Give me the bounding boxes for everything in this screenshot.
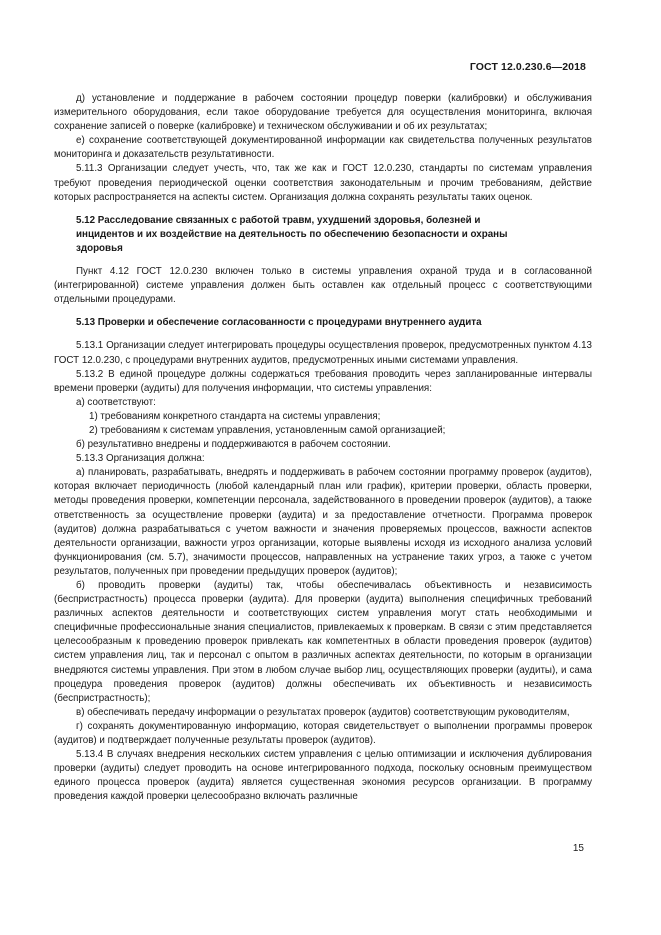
sublist-item-2: 2) требованиям к системам управления, установленным самой организацией;	[89, 424, 446, 436]
paragraph-5-13-2: 5.13.2 В единой процедуре должны содержаться требования проводить через запланированные интервалы времени проверки (аудиты) для получения информации, что системы управления:	[54, 368, 592, 394]
document-body	[54, 92, 592, 805]
list-item-a-long: а) планировать, разрабатывать, внедрять и поддерживать в рабочем состоянии программу проверок (аудитов), которая включает периодичность (любой календарный план или график), критерии проверки, область проверки, методы проведения проверки, компетенции персонала, задействованного в проведении проверок (аудитов), а также ответственность за осуществление проверки (аудита) и за предоставление отчетности. Программа проверок (аудитов) должна разрабатываться с учетом важности и значения проверяемых процессов, важности аспектов деятельности организации, важности угроз организации, которые выявлены исходя из исходного анализа условий функционирования (см. 5.7), значимости процессов, направленных на устранение таких угроз, а также с учетом результатов, полученных при проведении предыдущих проверок (аудитов);	[54, 467, 592, 577]
section-heading-5-13: 5.13 Проверки и обеспечение согласованности с процедурами внутреннего аудита	[76, 317, 482, 329]
sublist-item-1: 1) требованиям конкретного стандарта на системы управления;	[89, 410, 381, 422]
list-item-g: г) сохранять документированную информацию, которая свидетельствует о выполнении программы проверок (аудитов) и подтверждает полученные результаты проверок (аудитов).	[54, 720, 592, 747]
paragraph-5-13-3: 5.13.3 Организация должна:	[76, 453, 205, 465]
list-item-a: а) соответствуют:	[76, 396, 156, 408]
paragraph-item-e: е) сохранение соответствующей документированной информации как свидетельства полученных результатов мониторинга и доказательств результативности.	[54, 135, 592, 161]
paragraph-5-12-body: Пункт 4.12 ГОСТ 12.0.230 включен только в системы управления охраной труда и в согласованной (интегрированной) системе управления должен быть оставлен как отдельный процесс с соответствующими отдельными процедурами.	[54, 266, 592, 306]
page-number: 15	[572, 843, 584, 854]
list-item-b: б) результативно внедрены и поддерживаются в рабочем состоянии.	[76, 439, 391, 451]
paragraph-5-13-1: 5.13.1 Организации следует интегрировать процедуры осуществления проверок, предусмотренных пунктом 4.13 ГОСТ 12.0.230, с процедурами внутренних аудитов, предусмотренных иными системами управления.	[54, 340, 592, 366]
section-heading-5-12: 5.12 Расследование связанных с работой травм, ухудшений здоровья, болезней и инцидентов и их воздействие на деятельность по обеспечению безопасности и охраны здоровья	[76, 214, 508, 254]
paragraph-5-11-3: 5.11.3 Организации следует учесть, что, так же как и ГОСТ 12.0.230, стандарты по системам управления требуют проведения периодической оценки соответствия законодательным и прочим требованиям, действие которых распространяется на аспекты систем. Организация должна сохранять результаты таких оценок.	[54, 163, 592, 203]
document-header: ГОСТ 12.0.230.6—2018	[469, 61, 586, 73]
paragraph-5-13-4: 5.13.4 В случаях внедрения нескольких систем управления с целью оптимизации и исключения дублирования проверки (аудиты) следует проводить на основе интегрированного подхода, поскольку основным преимуществом единого процесса проверок (аудита) является существенная экономия ресурсов организации. В программу проведения каждой проверки целесообразно включать различные	[54, 749, 592, 803]
list-item-b-long: б) проводить проверки (аудиты) так, чтобы обеспечивалась объективность и независимость (беспристрастность) процесса проверки (аудита). Для проверки (аудита) выполнения специфичных требований различных аспектов деятельности и соответствующих систем управления могут стать необходимыми и специфичные профессиональные знания специалистов, привлекаемых к проверкам. В связи с этим представляется целесообразным к проведению проверок привлекать как компетентных в области проведения проверок (аудитов) систем управления лиц, так и персонал с опытом в различных аспектах деятельности, по которым в организации внедряются системы управления. При этом в любом случае выбор лиц, осуществляющих проверки (аудиты), и сама процедура проведения проверок (аудитов) должны обеспечивать их объективность и независимость (беспристрастность);	[54, 580, 592, 704]
list-item-v: в) обеспечивать передачу информации о результатах проверок (аудитов) соответствующим руководителям,	[76, 706, 570, 718]
paragraph-item-d: д) установление и поддержание в рабочем состоянии процедур поверки (калибровки) и обслуживания измерительного оборудования, если такое оборудование требуется для осуществления мониторинга, включая сохранение записей о поверке (калибровке) и техническом обслуживании и об их результатах;	[54, 93, 592, 133]
